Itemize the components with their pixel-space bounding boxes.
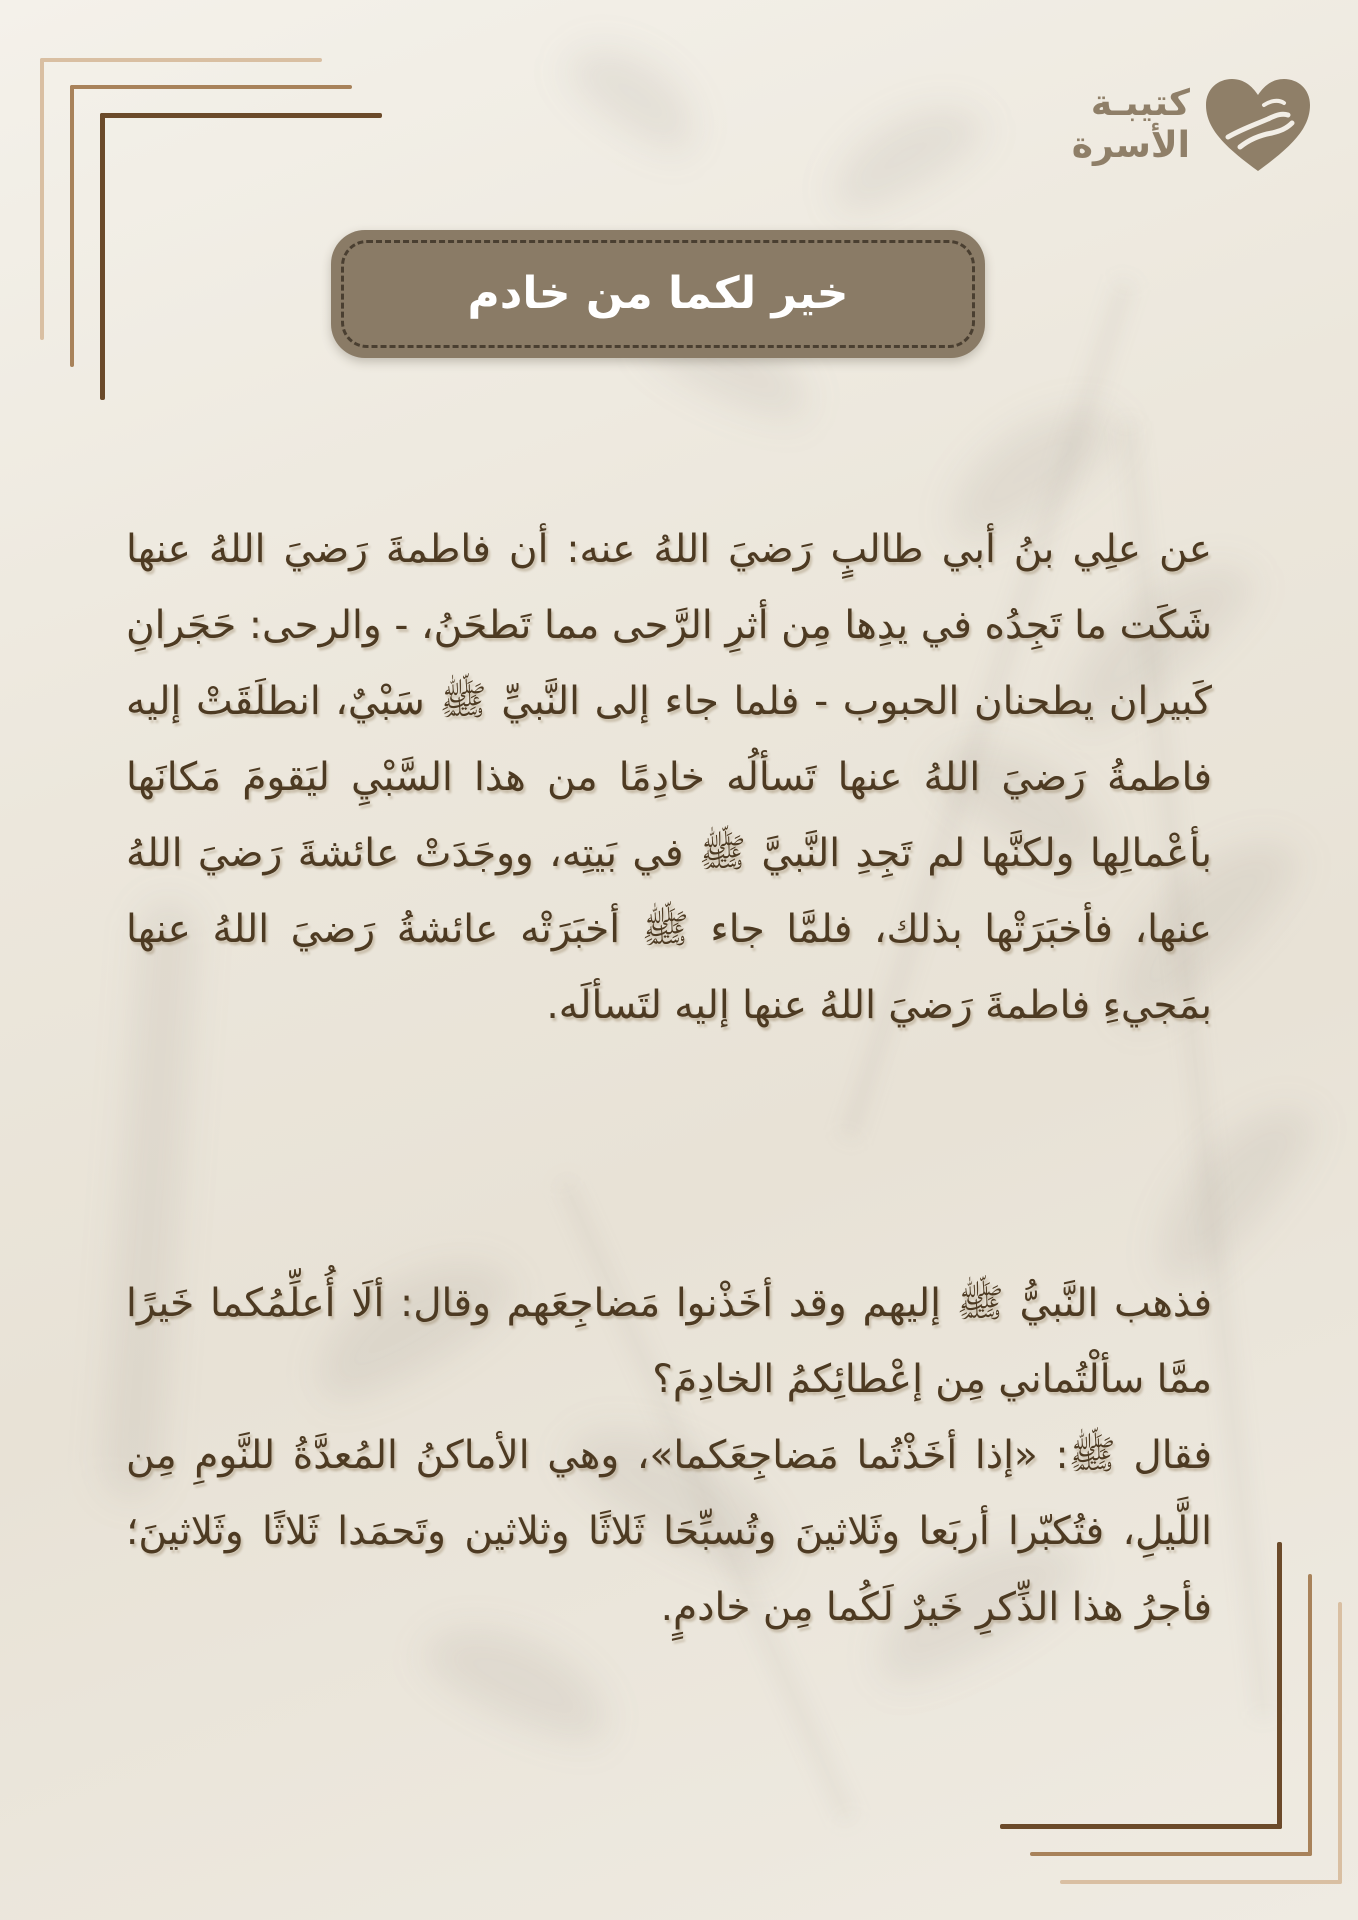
paragraph-2: فذهب النَّبيُّ ﷺ إليهم وقد أخَذْنوا مَضاجِعَهم وقال: ألَا أُعلِّمُكما خَيرًا ممَّا سألْتُماني مِن إعْطائِكمُ الخادِمَ؟ [126, 1281, 1212, 1402]
brand-name-line1: كتيبـة [1090, 83, 1190, 124]
title-banner-border [341, 240, 975, 348]
brand-logo [1014, 70, 1314, 180]
brand-name [1072, 83, 1190, 167]
paragraph-3: فقال ﷺ: «إذا أخَذْتُما مَضاجِعَكما»، وهي الأماكنُ المُعدَّةُ للنَّومِ مِن اللَّيلِ، فتُكبّرا أربَعا وثَلاثينَ وتُسبِّحَا ثَلاثًا وثلاثين وتَحمَدا ثَلاثًا وثَلاثينَ؛ فأجرُ هذا الذِّكرِ خَيرٌ لَكُما مِن خادمٍ. [126, 1433, 1212, 1630]
paragraph-1: عن علِي بنُ أبي طالبٍ رَضيَ اللهُ عنه: أن فاطمةَ رَضيَ اللهُ عنها شَكَت ما تَجِدُه في يدِها مِن أثرِ الرَّحى مما تَطحَنُ، - والرحى: حَجَرانِ كَبيران يطحنان الحبوب - فلما جاء إلى النَّبيِّ ﷺ سَبْيٌ، انطلَقَتْ إليه فاطمةُ رَضيَ اللهُ عنها تَسألُه خادِمًا من هذا السَّبْيِ ليَقومَ مَكانَها بأعْمالِها ولكنَّها لم تَجِدِ النَّبيَّ ﷺ في بَيتِه، ووجَدَتْ عائشةَ رَضيَ اللهُ عنها، فأخبَرَتْها بذلك، فلمَّا جاء ﷺ أخبَرَتْه عائشةُ رَضيَ اللهُ عنها بمَجيءِ فاطمةَ رَضيَ اللهُ عنها إليه لتَسألَه. [126, 527, 1212, 1028]
page-title: خير لكما من خادم [467, 268, 849, 319]
heart-hands-icon [1202, 75, 1314, 175]
brand-name-line2: الأسرة [1071, 125, 1190, 166]
title-banner [331, 230, 985, 358]
